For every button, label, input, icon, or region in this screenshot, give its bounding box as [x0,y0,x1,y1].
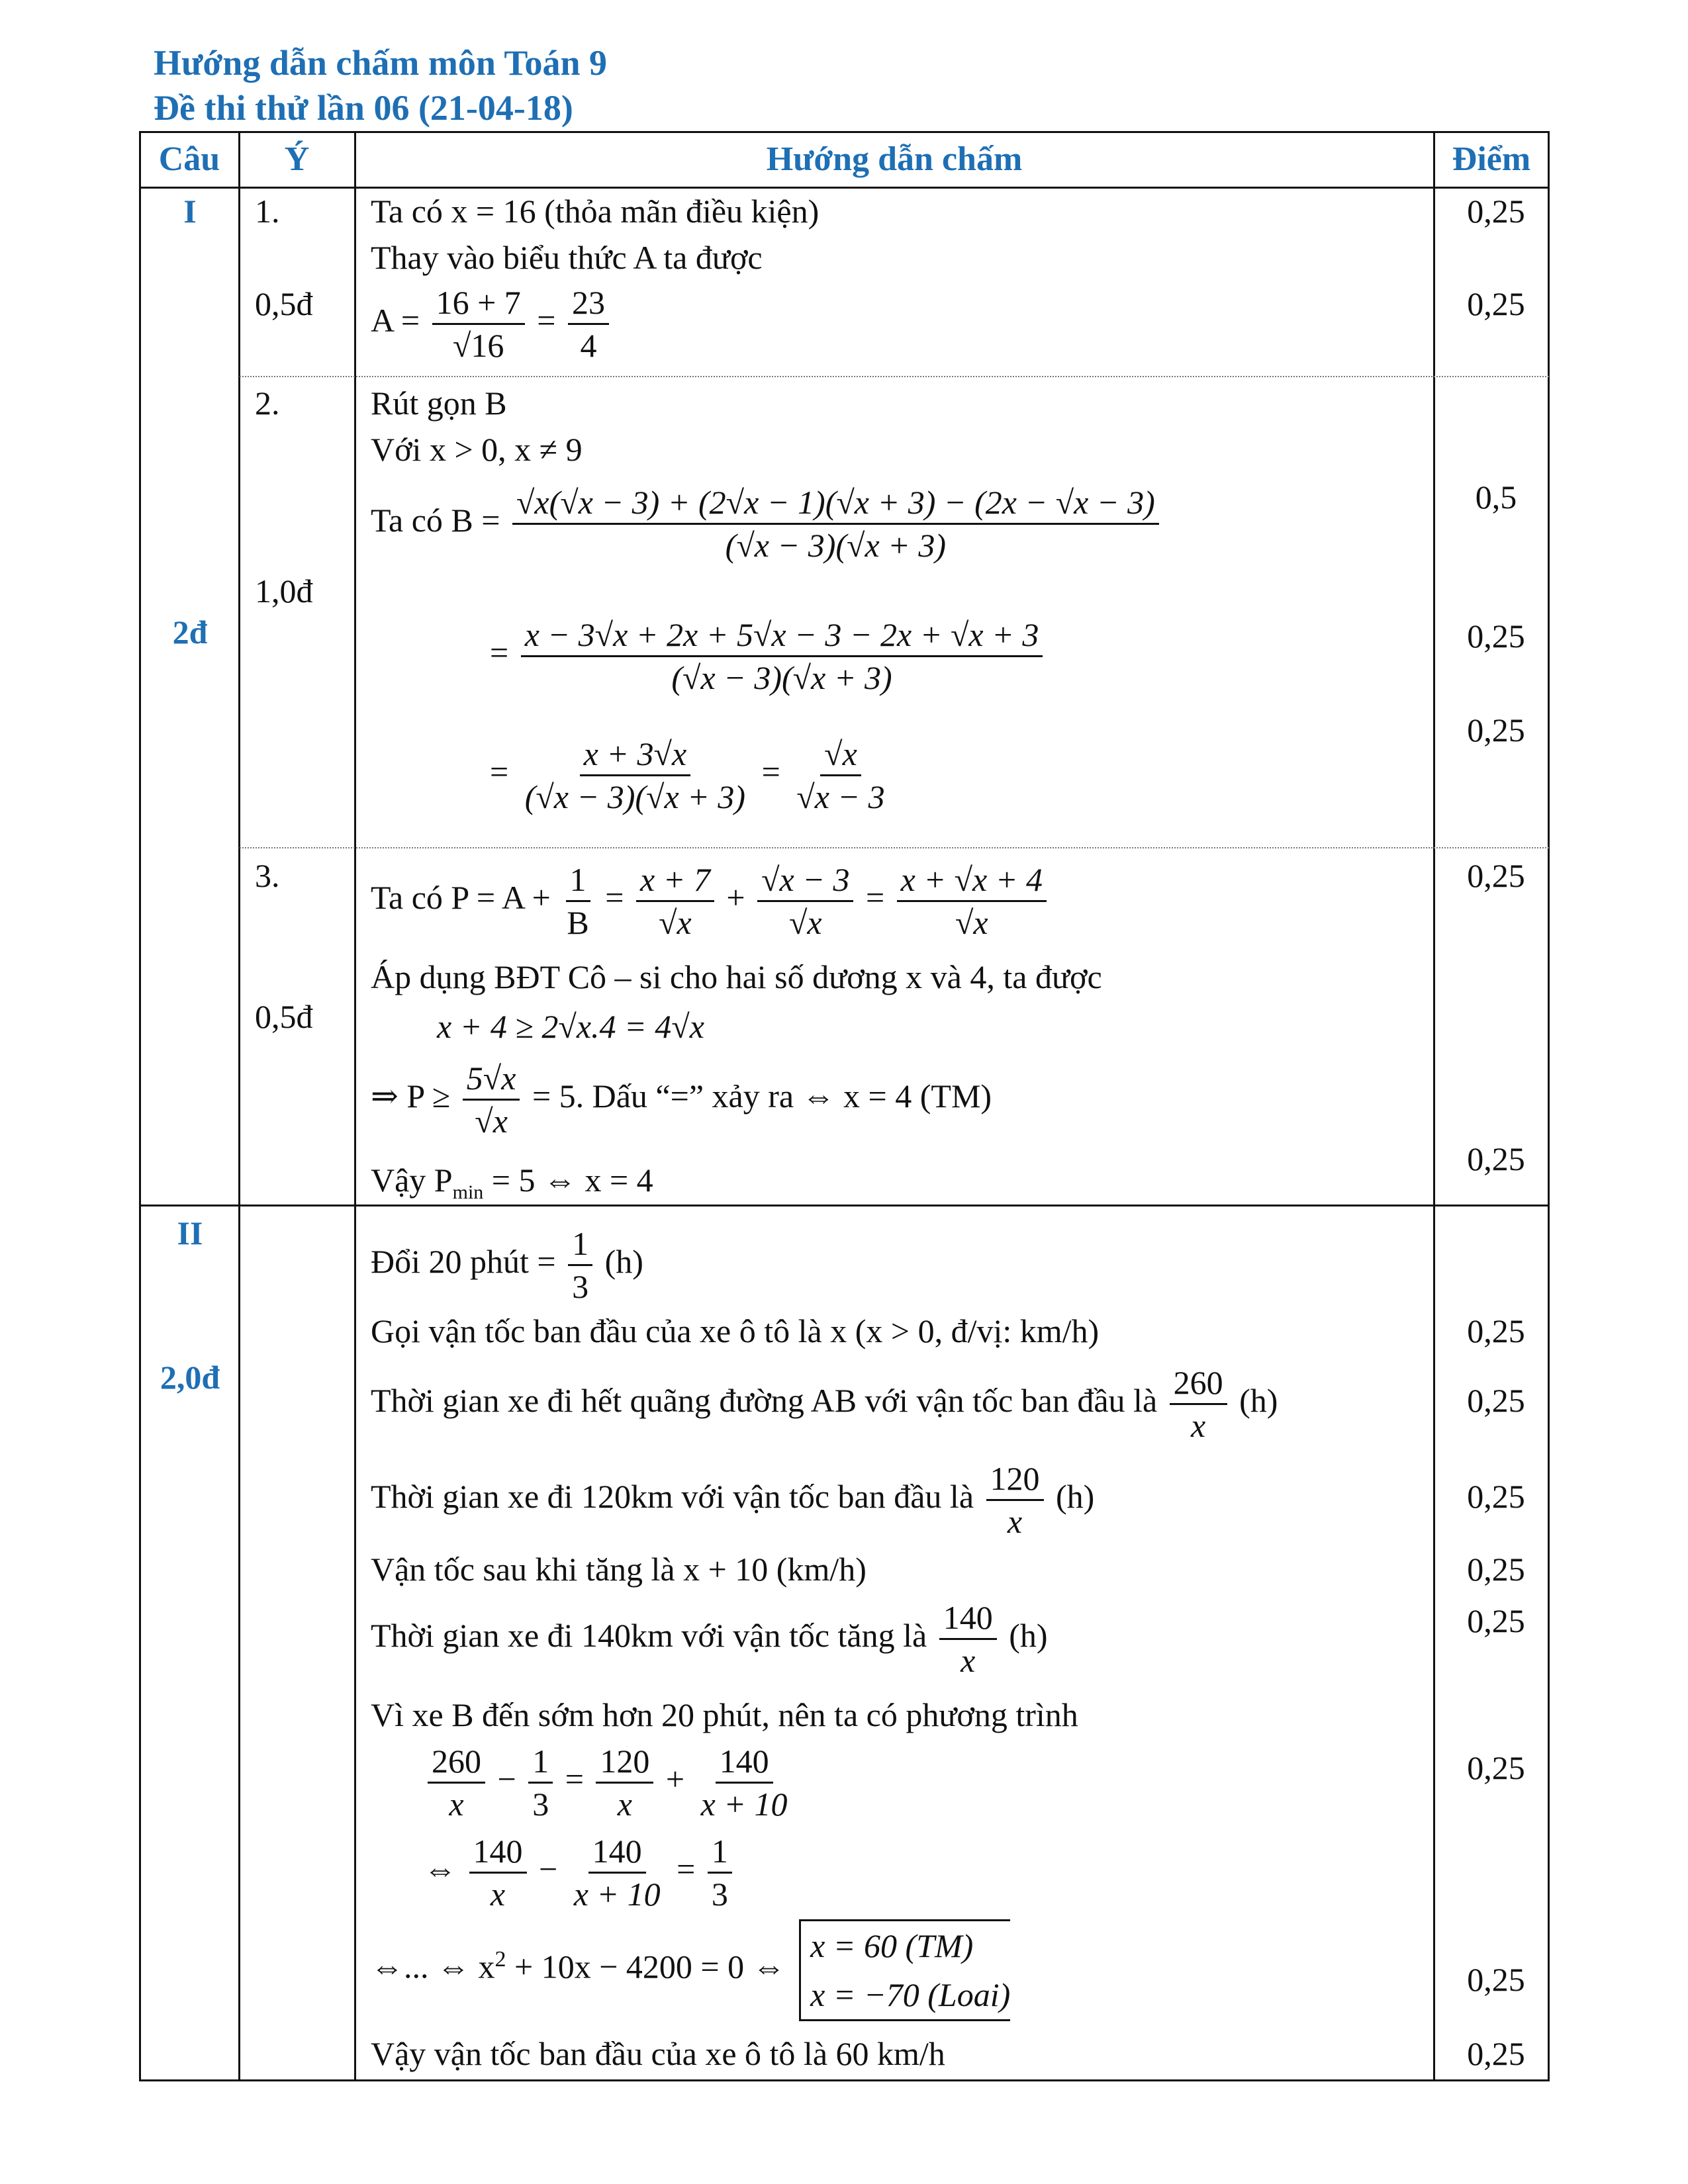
denominator: (√x − 3)(√x + 3) [524,778,746,815]
minus-sign: − [497,1760,516,1797]
section-points-ii: 2,0đ [160,1359,220,1396]
denominator: x [449,1786,464,1823]
page-title: Hướng dẫn chấm môn Toán 9 [154,43,608,83]
denominator: x [490,1876,506,1913]
fraction [432,283,525,365]
numerator: 140 [939,1598,997,1640]
equals-sign: = [865,878,885,916]
denominator: 3 [711,1876,728,1913]
guide-line: Vì xe B đến sớm hơn 20 phút, nên ta có phương trình [371,1696,1078,1733]
denominator: √x − 3 [796,778,885,815]
sub-question-points: 0,5đ [255,998,313,1035]
equation-3 [371,1919,1010,2021]
fraction [986,1459,1044,1541]
guide-line: Thay vào biểu thức A ta được [371,239,763,276]
numerator: x + √x + 4 [897,860,1047,902]
numerator: √x(√x − 3) + (2√x − 1)(√x + 3) − (2x − √x − 3) [512,483,1159,525]
guide-line: Vậy vận tốc ban đầu của xe ô tô là 60 km/h [371,2035,945,2072]
equals-sign: = [565,1760,584,1797]
sub-question-num: 2. [255,385,280,422]
formula-text: (h) [1009,1616,1048,1654]
fraction [568,1224,592,1306]
formula-text: Đổi 20 phút = [371,1242,556,1280]
minus-sign: − [539,1850,558,1888]
col-divider [354,131,356,2081]
fraction [596,1742,653,1823]
denominator: x + 10 [700,1786,788,1823]
numerator: √x [820,735,861,776]
sub-question-points: 0,5đ [255,285,313,322]
numerator: 140 [716,1742,773,1784]
row-divider [240,847,1549,848]
score-value: 0,25 [1467,1551,1525,1588]
plus-sign: + [665,1760,685,1797]
numerator: 23 [568,283,609,325]
numerator: 1 [568,1224,592,1266]
header-guide: Hướng dẫn chấm [766,140,1023,178]
fraction [428,1742,485,1823]
guide-line: Ta có x = 16 (thỏa mãn điều kiện) [371,193,820,230]
formula-p [371,860,1051,942]
guide-line: Rút gọn B [371,385,507,422]
col-divider [238,131,240,2081]
numerator: 5√x [463,1059,520,1101]
section-label-i: I [183,193,197,230]
formula-a [371,283,613,365]
numerator: 120 [596,1742,653,1784]
header-divider [139,187,1550,189]
equals-sign: = [677,1850,696,1888]
formula-text: Ta có B = [371,501,500,539]
numerator: 140 [469,1832,527,1874]
formula-text: (h) [1056,1477,1095,1515]
formula-b-step [490,615,1047,697]
section-divider [139,1205,1550,1206]
fraction [697,1742,792,1823]
score-value: 0,25 [1467,1382,1525,1419]
denominator: √16 [452,327,504,364]
header-y: Ý [284,140,310,178]
score-value: 0,25 [1467,1602,1525,1639]
subscript: min [452,1181,484,1203]
row-divider [240,376,1549,377]
fraction [463,1059,520,1140]
guide-line [371,1598,1048,1680]
numerator: x + 3√x [580,735,691,776]
fraction [570,1832,665,1913]
score-value: 0,25 [1467,1140,1525,1177]
formula-p-min [371,1059,992,1140]
numerator: 1 [566,860,590,902]
numerator: x + 7 [636,860,714,902]
equation-2 [424,1832,736,1913]
guide-line [371,1160,653,1213]
guide-line [371,1363,1278,1445]
formula-text: Thời gian xe đi 140km với vận tốc tăng là [371,1616,927,1654]
fraction [469,1832,527,1913]
denominator: x [1007,1503,1023,1540]
denominator: x [1191,1407,1206,1444]
score-value: 0,5 [1475,478,1517,516]
section-label-ii: II [177,1214,203,1251]
formula-text: (h) [604,1242,643,1280]
section-points-i: 2đ [172,614,208,651]
score-value: 0,25 [1467,1961,1525,1998]
header-cau: Câu [158,140,220,178]
formula-text: ⇒ P ≥ [371,1077,451,1115]
fraction [512,483,1159,565]
denominator: √x [659,904,692,941]
equals-sign: = [605,878,624,916]
plus-sign: + [726,878,745,916]
formula-text: (h) [1239,1381,1278,1419]
formula-text: = 5 ⇔ x = 4 [483,1161,653,1199]
denominator: x [961,1642,976,1679]
denominator: (√x − 3)(√x + 3) [725,527,947,564]
score-value: 0,25 [1467,1478,1525,1515]
equals-sign: = [537,301,556,339]
fraction [563,860,592,942]
formula-text: ⇔... ⇔ x [371,1948,495,1985]
denominator: 3 [532,1786,549,1823]
score-value: 0,25 [1467,711,1525,749]
score-value: 0,25 [1467,2035,1525,2072]
formula-text: Ta có P = A + [371,878,551,916]
sub-question-num: 3. [255,857,280,894]
denominator: x + 10 [573,1876,661,1913]
formula-text: + 10x − 4200 = 0 ⇔ [506,1948,786,1985]
denominator: √x [788,904,822,941]
equals-sign: = [761,752,780,790]
equals-sign: = [490,752,509,790]
denominator: 3 [572,1268,589,1305]
superscript: 2 [494,1946,506,1972]
guide-line: Áp dụng BĐT Cô – si cho hai số dương x và 4, ta được [371,958,1102,995]
numerator: 16 + 7 [432,283,525,325]
formula-b [371,483,1163,565]
formula-text: Thời gian xe đi hết quãng đường AB với vận tốc ban đầu là [371,1381,1158,1419]
fraction [568,283,609,365]
score-value: 0,25 [1467,193,1525,230]
equation-1 [424,1742,796,1823]
fraction [521,615,1043,697]
formula-b-result [490,735,893,816]
numerator: 260 [428,1742,485,1784]
denominator: 4 [580,327,597,364]
score-value: 0,25 [1467,857,1525,894]
denominator: √x [955,904,988,941]
formula-text: = 5. Dấu “=” xảy ra ⇔ x = 4 (TM) [532,1077,992,1115]
score-value: 0,25 [1467,617,1525,655]
guide-line [371,1224,643,1306]
numerator: x − 3√x + 2x + 5√x − 3 − 2x + √x + 3 [521,615,1043,657]
header-score: Điểm [1452,140,1531,178]
sub-question-num: 1. [255,193,280,230]
formula-text: Vậy P [371,1161,453,1199]
guide-line: Với x > 0, x ≠ 9 [371,431,583,468]
solution-2: x = −70 (Loai) [810,1976,1011,2013]
numerator: 120 [986,1459,1044,1501]
numerator: 260 [1170,1363,1227,1405]
solution-bracket [799,1919,1010,2021]
numerator: √x − 3 [757,860,853,902]
denominator: (√x − 3)(√x + 3) [671,659,892,696]
fraction [757,860,853,942]
formula-text: Thời gian xe đi 120km với vận tốc ban đầu là [371,1477,974,1515]
guide-line [371,1459,1094,1541]
formula-text: A = [371,301,420,339]
solution-1: x = 60 (TM) [810,1927,974,1964]
denominator: √x [475,1103,508,1140]
fraction [636,860,714,942]
numerator: 1 [528,1742,553,1784]
fraction [528,1742,553,1823]
col-divider [1433,131,1435,2081]
fraction [939,1598,997,1680]
score-value: 0,25 [1467,1749,1525,1786]
denominator: B [567,904,589,941]
fraction [521,735,749,816]
fraction [1170,1363,1227,1445]
denominator: x [617,1786,632,1823]
equals-sign: = [490,633,509,671]
page-subtitle: Đề thi thử lần 06 (21-04-18) [154,88,573,128]
fraction [897,860,1047,942]
score-value: 0,25 [1467,1312,1525,1349]
inequality: x + 4 ≥ 2√x.4 = 4√x [437,1008,704,1045]
guide-line: Gọi vận tốc ban đầu của xe ô tô là x (x > 0, đ/vị: km/h) [371,1312,1100,1349]
fraction [708,1832,732,1913]
sub-question-points: 1,0đ [255,572,313,610]
score-value: 0,25 [1467,285,1525,322]
numerator: 1 [708,1832,732,1874]
numerator: 140 [588,1832,646,1874]
guide-line: Vận tốc sau khi tăng là x + 10 (km/h) [371,1551,867,1588]
fraction [792,735,888,816]
equivalence-sign: ⇔ [424,1850,457,1888]
